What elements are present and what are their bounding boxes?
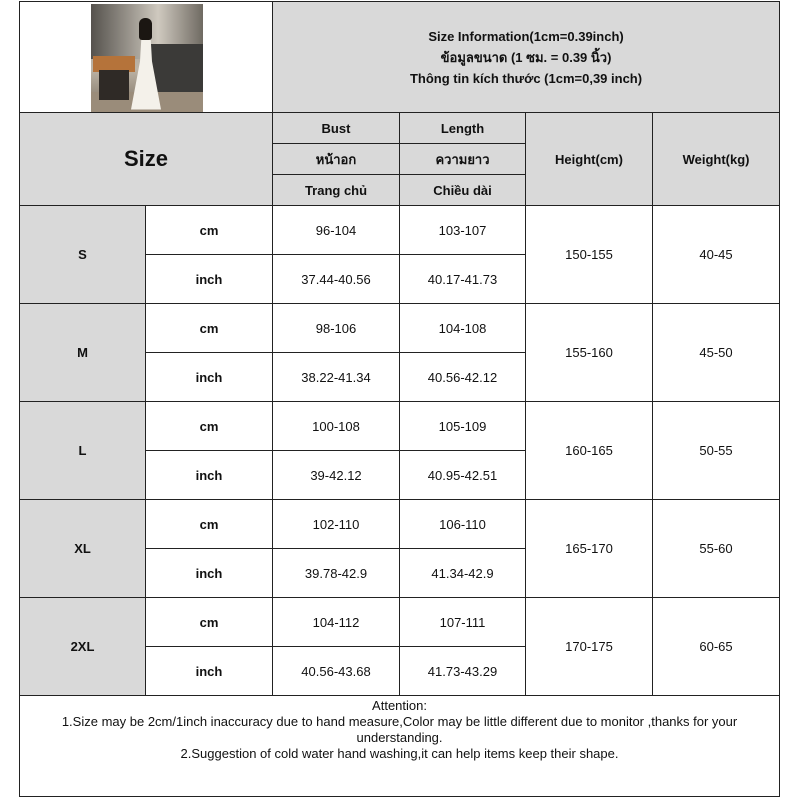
bust-cm: 98-106 <box>273 304 400 353</box>
length-cm: 106-110 <box>400 500 526 549</box>
info-line-en: Size Information(1cm=0.39inch) <box>428 28 624 44</box>
bust-inch: 39-42.12 <box>273 451 400 500</box>
info-line-th: ข้อมูลขนาด (1 ซม. = 0.39 นิ้ว) <box>440 49 612 65</box>
length-cm: 104-108 <box>400 304 526 353</box>
unit-cm: cm <box>146 500 273 549</box>
bust-header-en: Bust <box>273 113 400 144</box>
unit-inch: inch <box>146 549 273 598</box>
product-photo <box>91 4 203 112</box>
size-column-header: Size <box>20 113 273 206</box>
attention-line-2: understanding. <box>356 730 443 745</box>
length-inch: 41.73-43.29 <box>400 647 526 696</box>
info-line-vi: Thông tin kích thước (1cm=0,39 inch) <box>409 70 643 86</box>
unit-inch: inch <box>146 647 273 696</box>
length-cm: 107-111 <box>400 598 526 647</box>
bust-header-vi: Trang chủ <box>273 175 400 206</box>
weight-value: 50-55 <box>653 402 780 500</box>
length-inch: 41.34-42.9 <box>400 549 526 598</box>
bust-inch: 39.78-42.9 <box>273 549 400 598</box>
bust-inch: 38.22-41.34 <box>273 353 400 402</box>
attention-title: Attention: <box>372 698 427 713</box>
bust-inch: 40.56-43.68 <box>273 647 400 696</box>
height-value: 165-170 <box>526 500 653 598</box>
length-cm: 103-107 <box>400 206 526 255</box>
bust-inch: 37.44-40.56 <box>273 255 400 304</box>
weight-value: 45-50 <box>653 304 780 402</box>
unit-cm: cm <box>146 304 273 353</box>
length-header-th: ความยาว <box>400 144 526 175</box>
size-label: L <box>20 402 146 500</box>
size-label: XL <box>20 500 146 598</box>
photo-cell <box>20 2 273 113</box>
length-inch: 40.56-42.12 <box>400 353 526 402</box>
weight-value: 60-65 <box>653 598 780 696</box>
unit-inch: inch <box>146 255 273 304</box>
attention-line-3: 2.Suggestion of cold water hand washing,it can help items keep their shape. <box>180 746 619 761</box>
unit-cm: cm <box>146 598 273 647</box>
size-table <box>19 1 780 797</box>
unit-inch: inch <box>146 353 273 402</box>
length-cm: 105-109 <box>400 402 526 451</box>
size-label: S <box>20 206 146 304</box>
height-value: 150-155 <box>526 206 653 304</box>
height-value: 155-160 <box>526 304 653 402</box>
unit-cm: cm <box>146 402 273 451</box>
length-inch: 40.95-42.51 <box>400 451 526 500</box>
size-info-header <box>273 2 780 113</box>
attention-line-1: 1.Size may be 2cm/1inch inaccuracy due to hand measure,Color may be little different due to monitor ,thanks for your <box>61 714 738 729</box>
length-header-vi: Chiều dài <box>400 175 526 206</box>
unit-cm: cm <box>146 206 273 255</box>
weight-header: Weight(kg) <box>653 113 780 206</box>
weight-value: 40-45 <box>653 206 780 304</box>
attention-notes <box>20 696 780 797</box>
bust-cm: 102-110 <box>273 500 400 549</box>
bust-cm: 96-104 <box>273 206 400 255</box>
weight-value: 55-60 <box>653 500 780 598</box>
height-header: Height(cm) <box>526 113 653 206</box>
bust-header-th: หน้าอก <box>273 144 400 175</box>
height-value: 170-175 <box>526 598 653 696</box>
size-label: 2XL <box>20 598 146 696</box>
size-chart <box>19 1 779 797</box>
size-label: M <box>20 304 146 402</box>
unit-inch: inch <box>146 451 273 500</box>
bust-cm: 100-108 <box>273 402 400 451</box>
length-inch: 40.17-41.73 <box>400 255 526 304</box>
height-value: 160-165 <box>526 402 653 500</box>
bust-cm: 104-112 <box>273 598 400 647</box>
length-header-en: Length <box>400 113 526 144</box>
